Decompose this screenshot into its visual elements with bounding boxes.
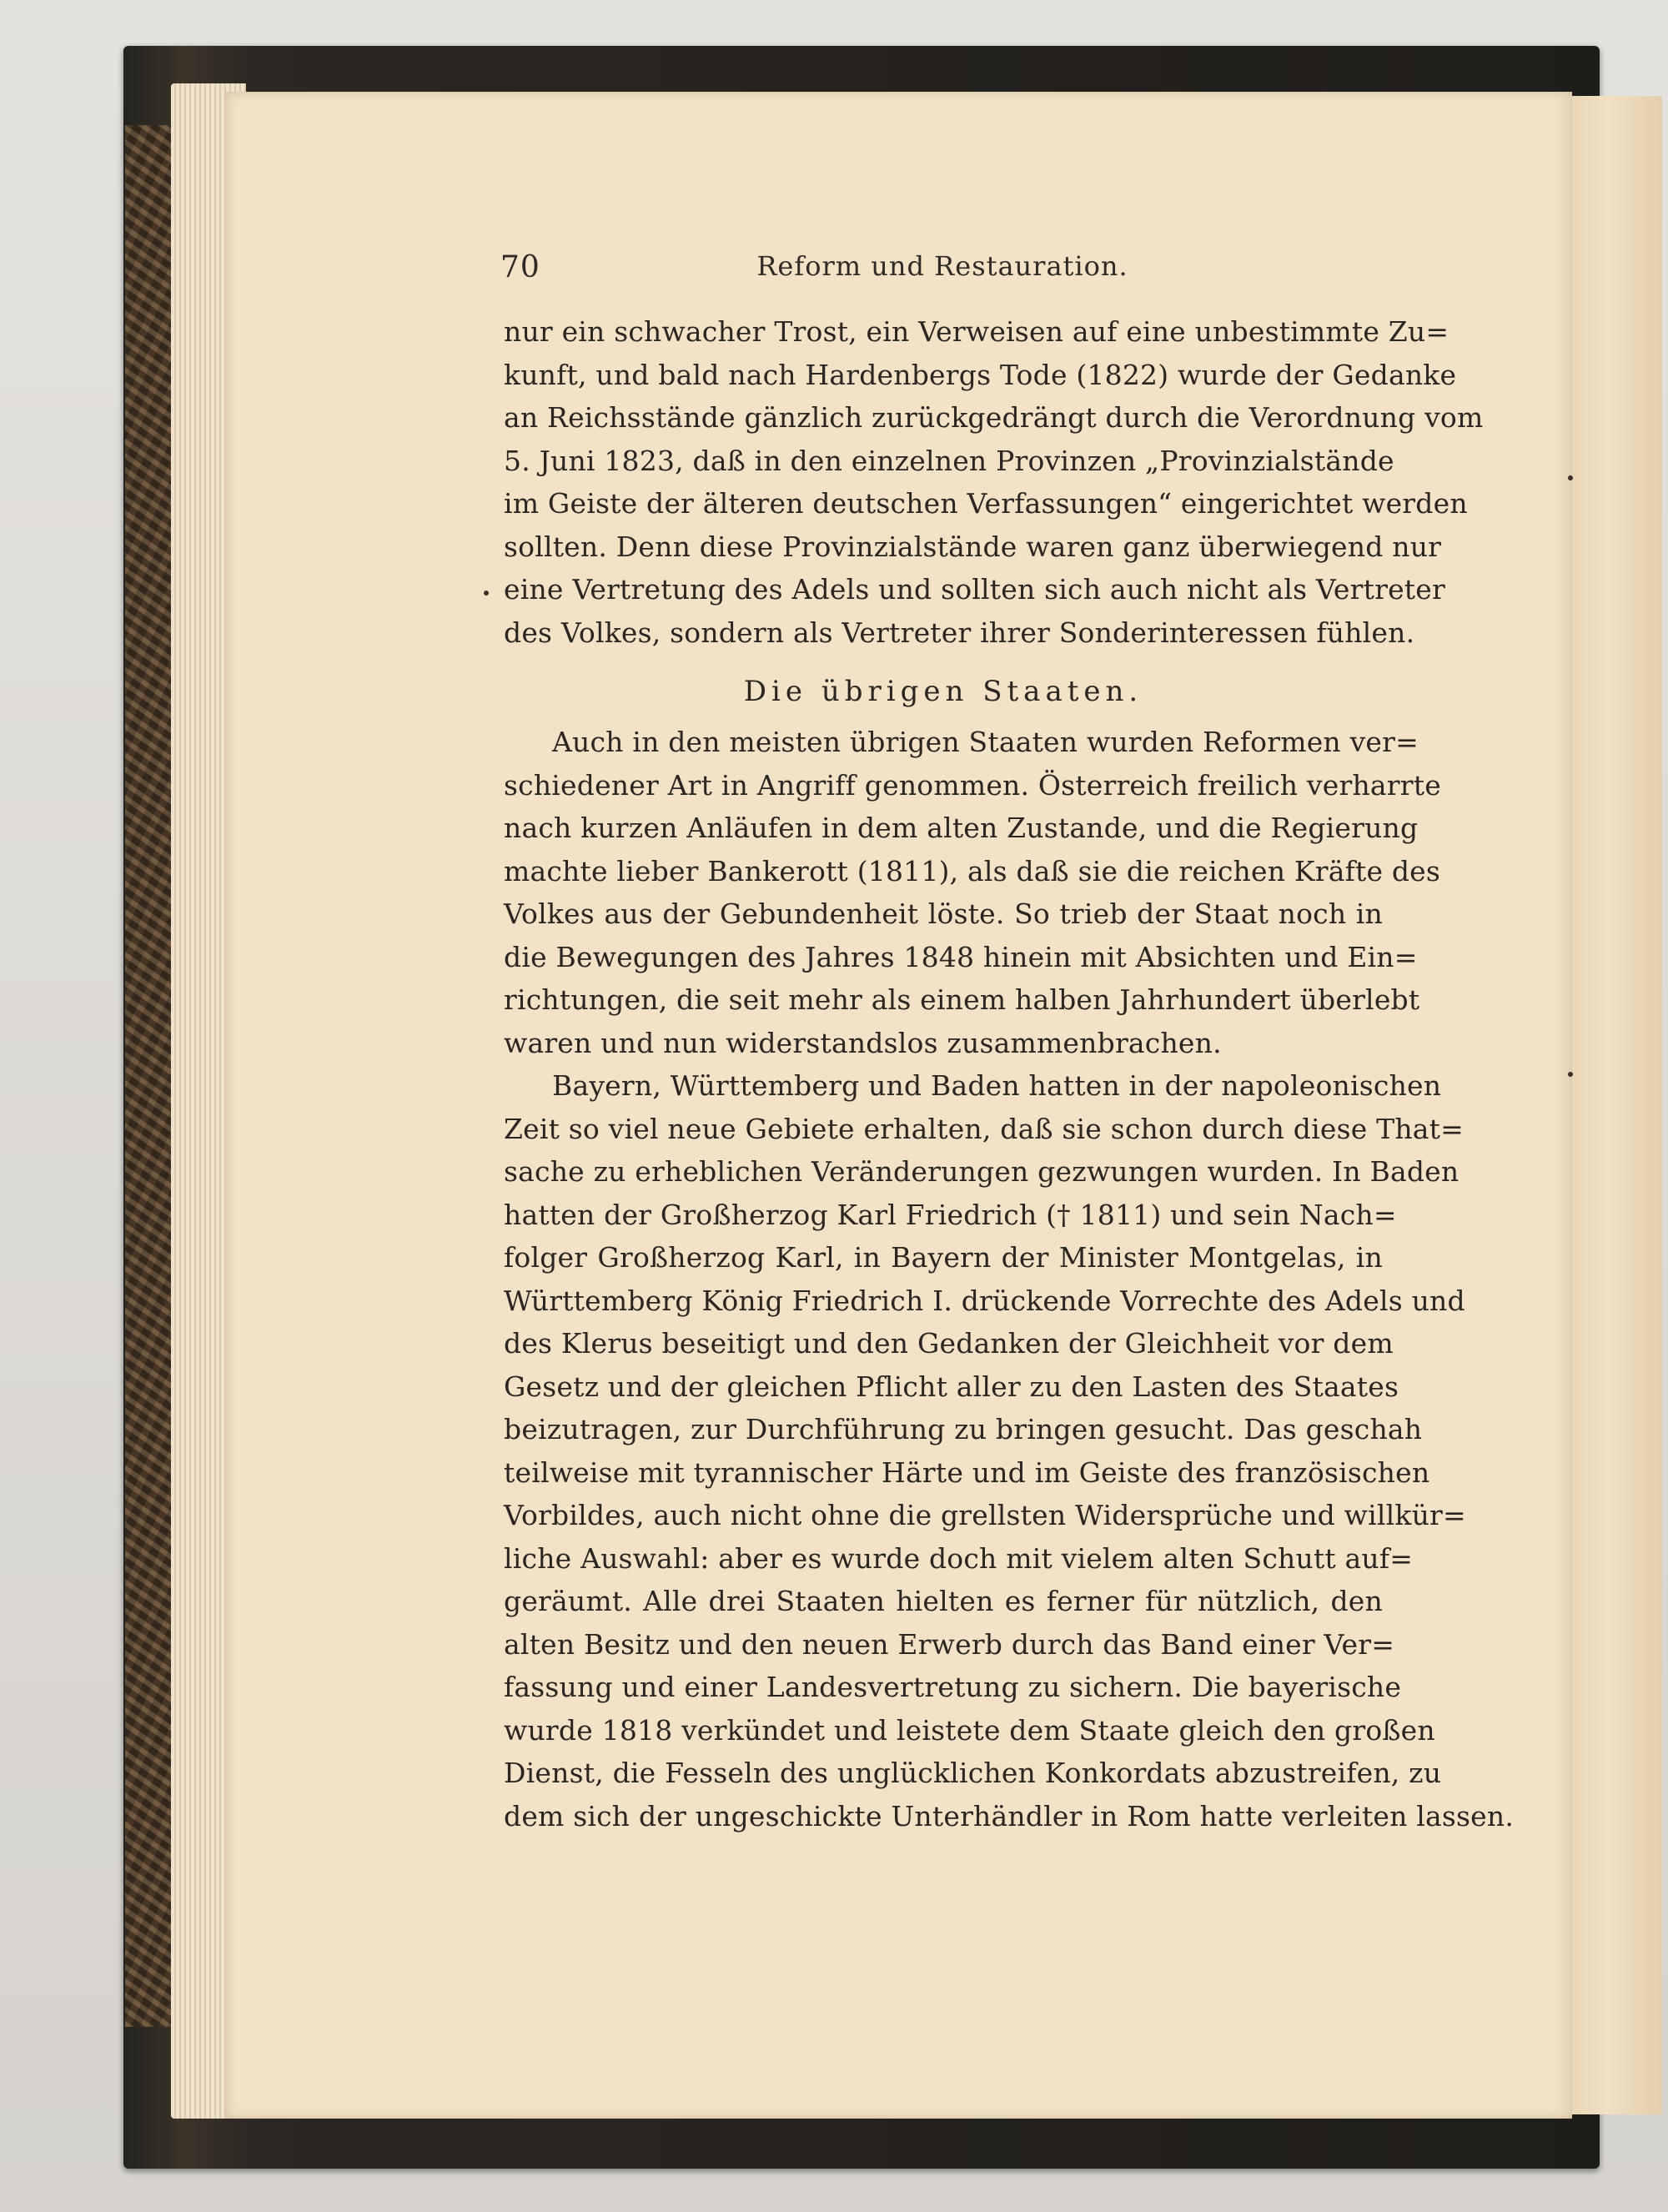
running-header <box>500 250 1384 284</box>
running-title: Reform und Restauration. <box>756 250 1128 282</box>
text-line: Bayern, Württemberg und Baden hatten in der napoleonischen <box>552 1069 1442 1102</box>
body-text <box>504 310 1515 1837</box>
text-line: Volkes aus der Gebundenheit löste. So trieb der Staat noch in <box>504 897 1383 930</box>
text-line: Württemberg König Friedrich I. drückende Vorrechte des Adels und <box>504 1284 1465 1317</box>
text-line: die Bewegungen des Jahres 1848 hinein mit Absichten und Ein= <box>504 940 1418 973</box>
facing-page-edge <box>1568 96 1662 2114</box>
section-heading: Die übrigen Staaten. <box>743 675 1143 708</box>
text-line: nach kurzen Anläufen in dem alten Zustande, und die Regierung <box>504 812 1419 844</box>
text-line: hatten der Großherzog Karl Friedrich († 1811) und sein Nach= <box>504 1198 1397 1231</box>
text-line: teilweise mit tyrannischer Härte und im Geiste des französischen <box>504 1455 1430 1489</box>
text-line: Vorbildes, auch nicht ohne die grellsten Widersprüche und willkür= <box>504 1499 1466 1531</box>
marbled-cover-edge <box>125 125 175 2027</box>
paragraph-2 <box>504 721 1441 1064</box>
text-line: beizutragen, zur Durchführung zu bringen gesucht. Das geschah <box>504 1413 1423 1445</box>
text-line: richtungen, die seit mehr als einem halben Jahrhundert überlebt <box>504 983 1420 1016</box>
text-line: sache zu erheblichen Veränderungen gezwungen wurden. In Baden <box>504 1155 1460 1188</box>
text-line: Gesetz und der gleichen Pflicht aller zu den Lasten des Staates <box>504 1370 1399 1403</box>
page-number: 70 <box>500 250 540 284</box>
text-line: geräumt. Alle drei Staaten hielten es ferner für nützlich, den <box>504 1585 1383 1617</box>
ink-speck <box>484 591 489 596</box>
text-line: folger Großherzog Karl, in Bayern der Minister Montgelas, in <box>504 1241 1383 1274</box>
text-line: Zeit so viel neue Gebiete erhalten, daß sie schon durch diese That= <box>504 1112 1464 1145</box>
text-line: fassung und einer Landesvertretung zu sichern. Die bayerische <box>504 1671 1402 1703</box>
text-line: an Reichsstände gänzlich zurückgedrängt durch die Verordnung vom <box>504 401 1484 434</box>
ink-speck <box>1568 475 1573 480</box>
paragraph-3 <box>504 1064 1515 1837</box>
text-line: eine Vertretung des Adels und sollten sich auch nicht als Vertreter <box>504 573 1445 606</box>
text-line: machte lieber Bankerott (1811), als daß sie die reichen Kräfte des <box>504 854 1441 887</box>
text-line: kunft, und bald nach Hardenbergs Tode (1822) wurde der Gedanke <box>504 358 1457 391</box>
text-line: sollten. Denn diese Provinzialstände waren ganz überwiegend nur <box>504 530 1442 563</box>
text-line: Dienst, die Fesseln des unglücklichen Konkordats abzustreifen, zu <box>504 1757 1442 1789</box>
text-line: des Volkes, sondern als Vertreter ihrer Sonderinteressen fühlen. <box>504 616 1415 649</box>
text-line: liche Auswahl: aber es wurde doch mit vielem alten Schutt auf= <box>504 1541 1414 1575</box>
ink-speck <box>1568 1072 1573 1077</box>
text-line: alten Besitz und den neuen Erwerb durch das Band einer Ver= <box>504 1627 1395 1661</box>
text-line: nur ein schwacher Trost, ein Verweisen auf eine unbestimmte Zu= <box>504 315 1449 348</box>
text-line: wurde 1818 verkündet und leistete dem Staate gleich den großen <box>504 1713 1435 1747</box>
text-line: im Geiste der älteren deutschen Verfassungen“ eingerichtet werden <box>504 487 1468 520</box>
text-line: waren und nun widerstandslos zusammenbrachen. <box>504 1026 1222 1059</box>
text-line: dem sich der ungeschickte Unterhändler in Rom hatte verleiten lassen. <box>504 1799 1515 1832</box>
paragraph-1 <box>504 310 1484 654</box>
text-line: schiedener Art in Angriff genommen. Österreich freilich verharrte <box>504 768 1441 802</box>
text-line: Auch in den meisten übrigen Staaten wurden Reformen ver= <box>552 726 1419 758</box>
text-line: 5. Juni 1823, daß in den einzelnen Provinzen „Provinzialstände <box>504 444 1394 477</box>
text-line: des Klerus beseitigt und den Gedanken der Gleichheit vor dem <box>504 1327 1394 1360</box>
